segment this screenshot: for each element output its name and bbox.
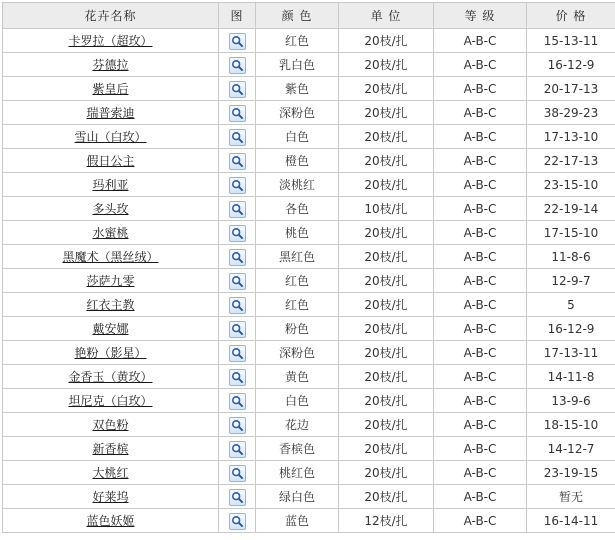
- cell-image: [219, 173, 256, 197]
- flower-name-link[interactable]: 大桃红: [92, 466, 128, 480]
- cell-color: 黑红色: [256, 245, 339, 269]
- table-row: [3, 317, 615, 341]
- flower-name-link[interactable]: 戴安娜: [92, 322, 128, 336]
- magnifier-icon[interactable]: [229, 297, 246, 314]
- cell-image: [219, 269, 256, 293]
- flower-name-link[interactable]: 玛利亚: [92, 178, 128, 192]
- cell-image: [219, 29, 256, 53]
- table-row: [3, 485, 615, 509]
- table-row: [3, 365, 615, 389]
- cell-grade: A-B-C: [434, 461, 527, 485]
- header-image: 图: [219, 3, 256, 29]
- cell-color: 绿白色: [256, 485, 339, 509]
- cell-color: 白色: [256, 125, 339, 149]
- cell-name: [3, 173, 219, 197]
- table-row: [3, 221, 615, 245]
- cell-price: 23-19-15: [527, 461, 615, 485]
- cell-unit: 20枝/扎: [339, 173, 434, 197]
- flower-name-link[interactable]: 好莱坞: [92, 490, 128, 504]
- cell-color: 粉色: [256, 317, 339, 341]
- table-row: [3, 461, 615, 485]
- magnifier-icon[interactable]: [229, 249, 246, 266]
- table-row: [3, 77, 615, 101]
- cell-unit: 20枝/扎: [339, 77, 434, 101]
- cell-unit: 20枝/扎: [339, 293, 434, 317]
- table-row: [3, 53, 615, 77]
- cell-grade: A-B-C: [434, 365, 527, 389]
- cell-unit: 20枝/扎: [339, 389, 434, 413]
- magnifier-icon[interactable]: [229, 153, 246, 170]
- cell-unit: 20枝/扎: [339, 413, 434, 437]
- cell-unit: 20枝/扎: [339, 437, 434, 461]
- flower-name-link[interactable]: 多头玫: [92, 202, 128, 216]
- cell-name: [3, 389, 219, 413]
- cell-color: 深粉色: [256, 101, 339, 125]
- cell-name: [3, 461, 219, 485]
- table-row: [3, 125, 615, 149]
- table-row: [3, 413, 615, 437]
- flower-name-link[interactable]: 卡罗拉（超玫）: [68, 34, 152, 48]
- cell-name: [3, 245, 219, 269]
- cell-color: 红色: [256, 293, 339, 317]
- cell-grade: A-B-C: [434, 53, 527, 77]
- cell-color: 桃红色: [256, 461, 339, 485]
- magnifier-icon[interactable]: [229, 441, 246, 458]
- table-row: [3, 149, 615, 173]
- cell-name: [3, 341, 219, 365]
- header-name: 花卉名称: [3, 3, 219, 29]
- cell-color: 黄色: [256, 365, 339, 389]
- cell-unit: 20枝/扎: [339, 101, 434, 125]
- cell-image: [219, 149, 256, 173]
- cell-image: [219, 293, 256, 317]
- cell-price: 38-29-23: [527, 101, 615, 125]
- cell-color: 乳白色: [256, 53, 339, 77]
- cell-grade: A-B-C: [434, 341, 527, 365]
- header-grade: 等 级: [434, 3, 527, 29]
- table-row: [3, 101, 615, 125]
- cell-name: [3, 29, 219, 53]
- cell-price: 11-8-6: [527, 245, 615, 269]
- flower-name-link[interactable]: 假日公主: [86, 154, 134, 168]
- flower-name-link[interactable]: 金香玉（黄玫）: [68, 370, 152, 384]
- cell-grade: A-B-C: [434, 125, 527, 149]
- header-price: 价 格: [527, 3, 615, 29]
- flower-name-link[interactable]: 坦尼克（白玫）: [68, 394, 152, 408]
- cell-image: [219, 197, 256, 221]
- cell-price: 14-11-8: [527, 365, 615, 389]
- cell-grade: A-B-C: [434, 245, 527, 269]
- magnifier-icon[interactable]: [229, 81, 246, 98]
- flower-name-link[interactable]: 紫皇后: [92, 82, 128, 96]
- table-row: [3, 245, 615, 269]
- cell-unit: 20枝/扎: [339, 461, 434, 485]
- cell-price: 23-15-10: [527, 173, 615, 197]
- cell-grade: A-B-C: [434, 293, 527, 317]
- cell-image: [219, 53, 256, 77]
- cell-grade: A-B-C: [434, 389, 527, 413]
- cell-grade: A-B-C: [434, 317, 527, 341]
- cell-price: 14-12-7: [527, 437, 615, 461]
- cell-price: 暂无: [527, 485, 615, 509]
- flower-price-table: [2, 2, 615, 533]
- cell-image: [219, 461, 256, 485]
- cell-color: 花边: [256, 413, 339, 437]
- cell-name: [3, 485, 219, 509]
- cell-unit: 20枝/扎: [339, 365, 434, 389]
- cell-price: 17-15-10: [527, 221, 615, 245]
- magnifier-icon[interactable]: [229, 129, 246, 146]
- table-row: [3, 389, 615, 413]
- magnifier-icon[interactable]: [229, 201, 246, 218]
- flower-name-link[interactable]: 黑魔术（黑丝绒）: [62, 250, 158, 264]
- cell-name: [3, 413, 219, 437]
- cell-unit: 20枝/扎: [339, 221, 434, 245]
- flower-name-link[interactable]: 蓝色妖姬: [86, 514, 134, 528]
- cell-name: [3, 317, 219, 341]
- table-row: [3, 293, 615, 317]
- cell-name: [3, 125, 219, 149]
- cell-grade: A-B-C: [434, 173, 527, 197]
- cell-image: [219, 437, 256, 461]
- magnifier-icon[interactable]: [229, 369, 246, 386]
- flower-name-link[interactable]: 莎萨九零: [86, 274, 134, 288]
- table-body: [3, 29, 615, 533]
- cell-unit: 20枝/扎: [339, 245, 434, 269]
- cell-price: 17-13-10: [527, 125, 615, 149]
- cell-color: 蓝色: [256, 509, 339, 533]
- cell-price: 20-17-13: [527, 77, 615, 101]
- table-row: [3, 173, 615, 197]
- cell-image: [219, 125, 256, 149]
- magnifier-icon[interactable]: [229, 177, 246, 194]
- header-unit: 单 位: [339, 3, 434, 29]
- cell-unit: 20枝/扎: [339, 341, 434, 365]
- cell-name: [3, 437, 219, 461]
- magnifier-icon[interactable]: [229, 393, 246, 410]
- cell-image: [219, 245, 256, 269]
- cell-price: 16-12-9: [527, 317, 615, 341]
- magnifier-icon[interactable]: [229, 465, 246, 482]
- cell-price: 15-13-11: [527, 29, 615, 53]
- cell-unit: 20枝/扎: [339, 485, 434, 509]
- cell-price: 22-17-13: [527, 149, 615, 173]
- cell-image: [219, 317, 256, 341]
- flower-name-link[interactable]: 芬德拉: [92, 58, 128, 72]
- cell-image: [219, 221, 256, 245]
- cell-image: [219, 341, 256, 365]
- cell-grade: A-B-C: [434, 101, 527, 125]
- table-header-row: [3, 3, 615, 29]
- cell-grade: A-B-C: [434, 509, 527, 533]
- cell-color: 深粉色: [256, 341, 339, 365]
- cell-image: [219, 389, 256, 413]
- magnifier-icon[interactable]: [229, 225, 246, 242]
- magnifier-icon[interactable]: [229, 417, 246, 434]
- cell-image: [219, 365, 256, 389]
- flower-name-link[interactable]: 艳粉（影星）: [74, 346, 146, 360]
- cell-unit: 10枝/扎: [339, 197, 434, 221]
- cell-grade: A-B-C: [434, 197, 527, 221]
- cell-unit: 20枝/扎: [339, 317, 434, 341]
- cell-color: 淡桃红: [256, 173, 339, 197]
- cell-unit: 20枝/扎: [339, 53, 434, 77]
- cell-price: 13-9-6: [527, 389, 615, 413]
- cell-name: [3, 509, 219, 533]
- cell-color: 各色: [256, 197, 339, 221]
- cell-grade: A-B-C: [434, 29, 527, 53]
- cell-color: 红色: [256, 29, 339, 53]
- flower-name-link[interactable]: 双色粉: [92, 418, 128, 432]
- cell-grade: A-B-C: [434, 485, 527, 509]
- cell-grade: A-B-C: [434, 437, 527, 461]
- cell-name: [3, 269, 219, 293]
- flower-name-link[interactable]: 红衣主教: [86, 298, 134, 312]
- cell-unit: 20枝/扎: [339, 149, 434, 173]
- cell-grade: A-B-C: [434, 221, 527, 245]
- cell-color: 香槟色: [256, 437, 339, 461]
- cell-price: 22-19-14: [527, 197, 615, 221]
- cell-image: [219, 101, 256, 125]
- flower-name-link[interactable]: 雪山（白玫）: [74, 130, 146, 144]
- cell-unit: 20枝/扎: [339, 29, 434, 53]
- cell-price: 16-12-9: [527, 53, 615, 77]
- magnifier-icon[interactable]: [229, 273, 246, 290]
- cell-color: 橙色: [256, 149, 339, 173]
- cell-unit: 12枝/扎: [339, 509, 434, 533]
- table-row: [3, 341, 615, 365]
- table-row: [3, 197, 615, 221]
- cell-name: [3, 197, 219, 221]
- cell-unit: 20枝/扎: [339, 269, 434, 293]
- magnifier-icon[interactable]: [229, 57, 246, 74]
- cell-image: [219, 485, 256, 509]
- cell-name: [3, 149, 219, 173]
- cell-price: 18-15-10: [527, 413, 615, 437]
- cell-name: [3, 365, 219, 389]
- cell-grade: A-B-C: [434, 77, 527, 101]
- cell-price: 5: [527, 293, 615, 317]
- cell-color: 桃色: [256, 221, 339, 245]
- cell-price: 12-9-7: [527, 269, 615, 293]
- header-color: 颜 色: [256, 3, 339, 29]
- cell-grade: A-B-C: [434, 269, 527, 293]
- magnifier-icon[interactable]: [229, 105, 246, 122]
- cell-image: [219, 77, 256, 101]
- cell-price: 17-13-11: [527, 341, 615, 365]
- cell-color: 红色: [256, 269, 339, 293]
- flower-name-link[interactable]: 瑞普索迪: [86, 106, 134, 120]
- cell-price: 16-14-11: [527, 509, 615, 533]
- cell-name: [3, 221, 219, 245]
- flower-name-link[interactable]: 新香槟: [92, 442, 128, 456]
- table-row: [3, 269, 615, 293]
- cell-unit: 20枝/扎: [339, 125, 434, 149]
- magnifier-icon[interactable]: [229, 33, 246, 50]
- cell-color: 紫色: [256, 77, 339, 101]
- cell-name: [3, 101, 219, 125]
- cell-grade: A-B-C: [434, 413, 527, 437]
- cell-name: [3, 293, 219, 317]
- cell-name: [3, 77, 219, 101]
- table-row: [3, 509, 615, 533]
- cell-image: [219, 509, 256, 533]
- cell-name: [3, 53, 219, 77]
- table-row: [3, 29, 615, 53]
- flower-name-link[interactable]: 水蜜桃: [92, 226, 128, 240]
- cell-color: 白色: [256, 389, 339, 413]
- cell-grade: A-B-C: [434, 149, 527, 173]
- magnifier-icon[interactable]: [229, 489, 246, 506]
- magnifier-icon[interactable]: [229, 513, 246, 530]
- table-row: [3, 437, 615, 461]
- magnifier-icon[interactable]: [229, 345, 246, 362]
- cell-image: [219, 413, 256, 437]
- magnifier-icon[interactable]: [229, 321, 246, 338]
